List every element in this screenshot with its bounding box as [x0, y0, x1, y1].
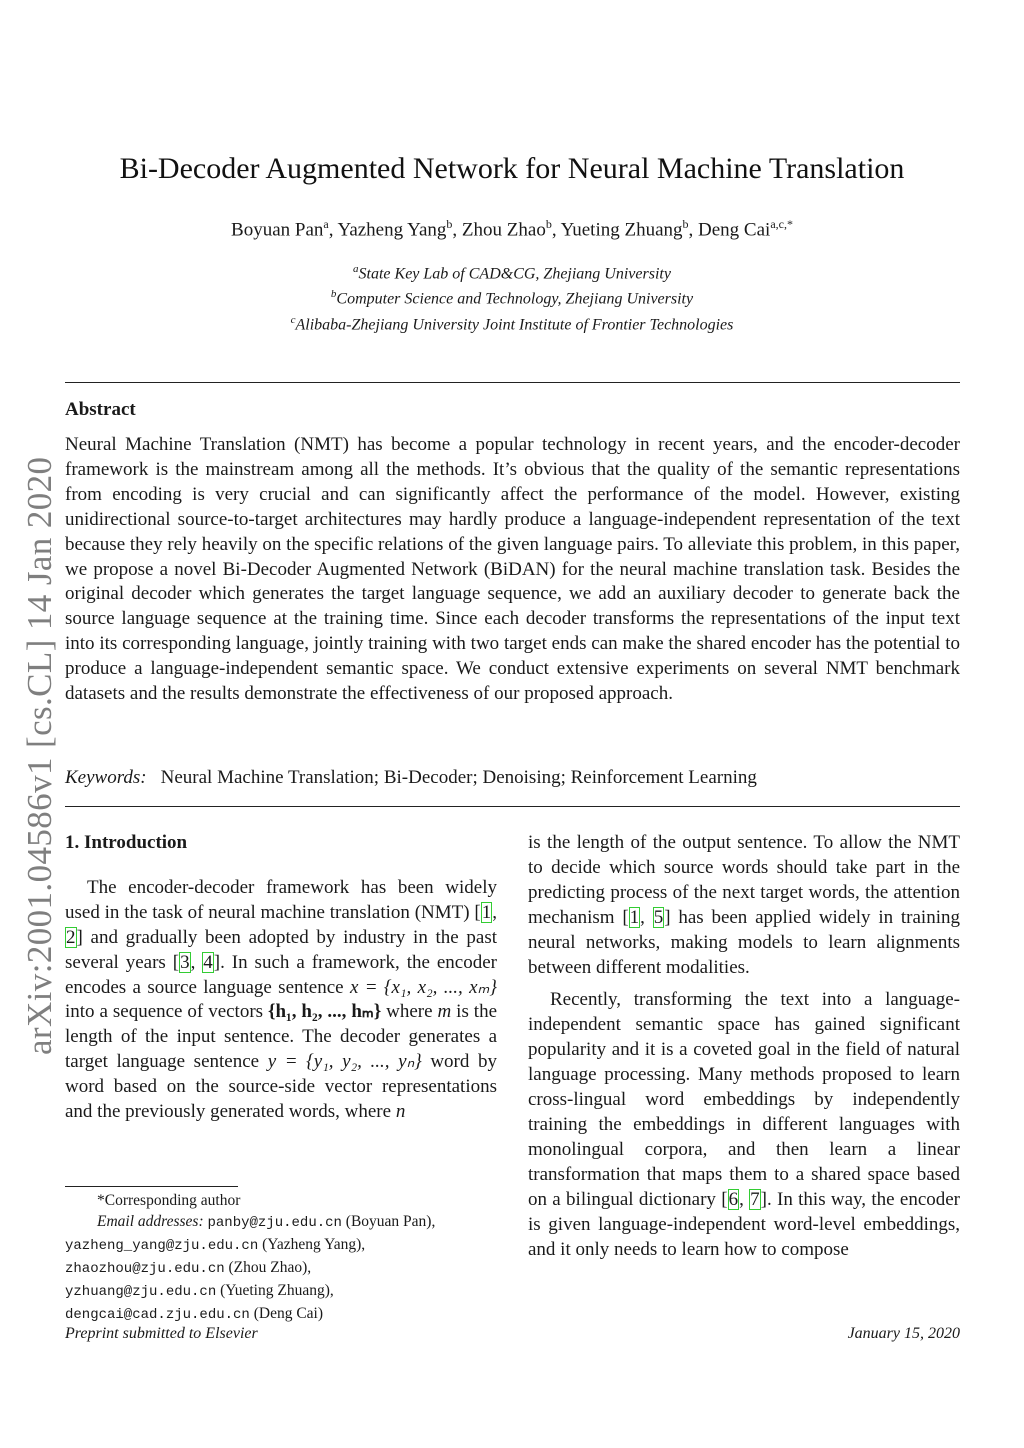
top-divider [65, 382, 960, 383]
intro-paragraph-1-continued: is the length of the output sentence. To allow the NMT to decide which source words should take part in the predicting process of the next target words, the attention mechanism [1, 5] has been applied widely in training neural networks, making models to learn alignments between different modalities. [528, 832, 960, 978]
intro-paragraph-1: The encoder-decoder framework has been widely used in the task of neural machine translation (NMT) [1, 2] and gradually been adopted by industry in the past several years [3, 4]. In such a framework, the encoder encodes a source language sentence x = {x₁, x₂, ..., xₘ} into a sequence of vectors {h₁, h₂, ..., hₘ} where m is the length of the input sentence. The decoder generates a target language sentence y = {y₁, y₂, ..., yₙ} word by word based on the source-side vector representations and the previously generated words, where n [65, 876, 498, 1123]
citation-link[interactable]: 3 [180, 951, 190, 973]
citation-link[interactable]: 1 [481, 901, 492, 923]
footnote-corresponding: *Corresponding author [97, 1192, 241, 1209]
affiliation: $^c$Alibaba-Zhejiang University Joint Institute of Frontier Technologies [290, 313, 734, 333]
author-sup: a [323, 217, 329, 231]
author-list: Boyuan Pan$^a$, Yazheng Yang$^b$, Zhou Zhao$^b$, Yueting Zhuang$^b$, Deng Cai$^{a,c,*}$ [231, 217, 793, 241]
author-sup: b [446, 217, 453, 231]
email-address[interactable]: zhaozhou@zju.edu.cn [65, 1261, 225, 1277]
math-expression: n [395, 1101, 406, 1123]
footnote-divider [65, 1186, 238, 1187]
left-column [65, 831, 497, 1125]
math-expression: m [437, 1001, 452, 1023]
citation-link[interactable]: 6 [728, 1188, 739, 1210]
footer-preprint: Preprint submitted to Elsevier [65, 1325, 258, 1342]
keywords [65, 767, 960, 789]
author-sup: a,c,* [770, 217, 793, 231]
email-label: Email addresses: [97, 1213, 204, 1230]
intro-paragraph-2: Recently, transforming the text into a language-independent semantic space has gained significant popularity and it is a coveted goal in the field of natural language processing. Many methods proposed to learn cross-lingual word embeddings by independently training the embeddings in different languages with monolingual corpora, and then learn a linear transformation that maps them to a shared space based on a bilingual dictionary [6, 7]. In this way, the encoder is given language-independent word-level embeddings, and it only needs to learn how to compose [528, 989, 961, 1260]
author-name: Deng Cai [698, 219, 771, 241]
footnote-email-line: yazheng_yang@zju.edu.cn (Yazheng Yang), [65, 1236, 366, 1254]
abstract-bottom-divider [65, 806, 960, 807]
citation-link[interactable]: 5 [653, 906, 664, 928]
author-name: Yazheng Yang [337, 219, 447, 241]
abstract-body: Neural Machine Translation (NMT) has become a popular technology in recent years, and the encoder-decoder framework is the mainstream among all the methods. It’s obvious that the quality of the semantic representations from encoding is very crucial and can significantly affect the performance of the model. However, existing unidirectional source-to-target architectures may hardly produce a language-independent representation of the text because they rely heavily on the specific relations of the given language pairs. To alleviate this problem, in this paper, we propose a novel Bi-Decoder Augmented Network (BiDAN) for the neural machine translation task. Besides the original decoder which generates the target language sequence, we add an auxiliary decoder to generate back the source language sequence at the training time. Since each decoder transforms the representations of the input text into its corresponding language, jointly training with two target ends can make the shared encoder has the potential to produce a language-independent semantic space. We conduct extensive experiments on several NMT benchmark datasets and the results demonstrate the effectiveness of our proposed approach. [65, 434, 960, 705]
email-address[interactable]: yzhuang@zju.edu.cn [65, 1284, 217, 1300]
email-address[interactable]: yazheng_yang@zju.edu.cn [65, 1238, 259, 1254]
footnote-email-line: yzhuang@zju.edu.cn (Yueting Zhuang), [65, 1282, 334, 1300]
citation-link[interactable]: 1 [629, 906, 640, 928]
keywords-label: Keywords: [65, 767, 147, 788]
author-sup: b [545, 217, 552, 231]
author-name: Zhou Zhao [461, 219, 546, 241]
affiliation: $^a$State Key Lab of CAD&CG, Zhejiang University [353, 263, 671, 283]
citation-link[interactable]: 4 [203, 951, 213, 973]
keywords-text: Neural Machine Translation; Bi-Decoder; Denoising; Reinforcement Learning [160, 767, 757, 788]
section-heading-introduction: 1. Introduction [65, 832, 188, 853]
citation-link[interactable]: 7 [750, 1188, 760, 1210]
abstract-heading: Abstract [65, 399, 136, 420]
arxiv-side-stamp: arXiv:2001.04586v1 [cs.CL] 14 Jan 2020 [20, 456, 59, 1055]
paper-title: Bi-Decoder Augmented Network for Neural Machine Translation [119, 152, 905, 185]
affiliation-list [0, 259, 1024, 335]
footnotes [65, 1190, 497, 1326]
affiliation: $^b$Computer Science and Technology, Zhejiang University [330, 288, 694, 308]
author-sup: b [682, 217, 689, 231]
author-name: Boyuan Pan [231, 219, 324, 241]
math-expression: x = {x₁, x₂, ..., xₘ} [349, 976, 497, 998]
email-address[interactable]: dengcai@cad.zju.edu.cn [65, 1307, 250, 1323]
citation-link[interactable]: 2 [66, 926, 76, 948]
right-column [528, 831, 960, 1262]
footnote-email-line: zhaozhou@zju.edu.cn (Zhou Zhao), [65, 1259, 312, 1277]
math-expression: {h₁, h₂, ..., hₘ} [268, 1001, 382, 1023]
author-name: Yueting Zhuang [560, 219, 683, 241]
footnote-email-line: Email addresses: panby@zju.edu.cn (Boyuan Pan), [97, 1213, 436, 1231]
email-address[interactable]: panby@zju.edu.cn [207, 1215, 342, 1231]
footnote-email-line: dengcai@cad.zju.edu.cn (Deng Cai) [65, 1305, 324, 1323]
math-expression: y = {y₁, y₂, ..., yₙ} [267, 1051, 422, 1073]
footer-date: January 15, 2020 [847, 1325, 960, 1342]
